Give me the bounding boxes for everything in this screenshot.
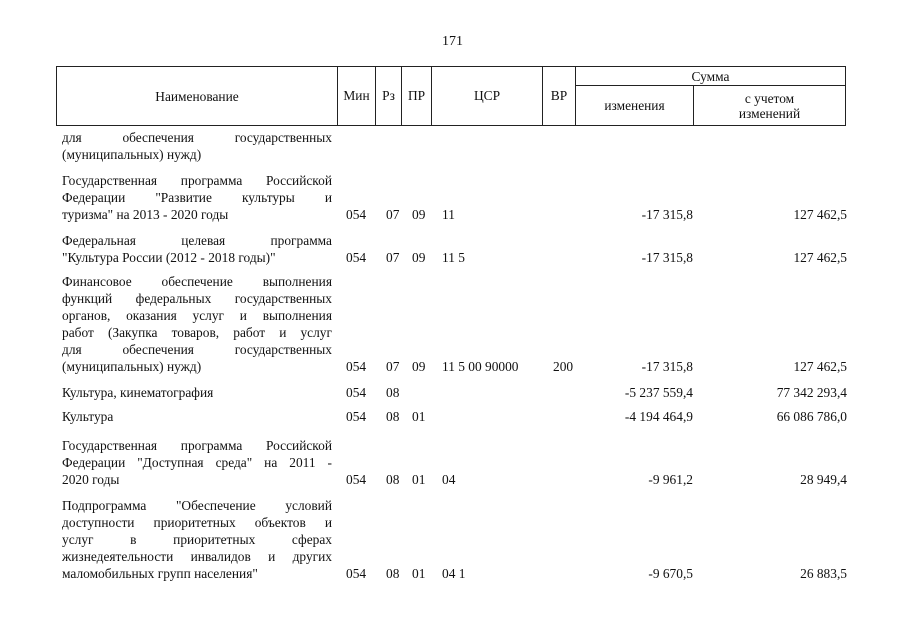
row-pr: 01 [412,472,426,487]
row-name-line: (муниципальных) нужд) [62,147,202,162]
row-rz: 08 [386,409,400,424]
row-name-line: Культура, кинематография [62,385,214,400]
row-min: 054 [346,566,367,581]
row-total: 127 462,5 [793,250,847,265]
row-min: 054 [346,472,367,487]
row-rz: 07 [386,207,400,222]
row-min: 054 [346,409,367,424]
row-csr: 04 [442,472,456,487]
row-change: -9 961,2 [648,472,693,487]
row-change: -9 670,5 [648,566,693,581]
row-name-line: маломобильных групп населения" [62,566,258,581]
header-sum: Сумма [576,67,846,86]
row-name-line: Государственная программа Российской [62,438,332,453]
row-name-line: (муниципальных) нужд) [62,359,202,374]
row-change: -17 315,8 [641,207,693,222]
row-name-line: Государственная программа Российской [62,173,332,188]
row-name [62,408,332,425]
row-rz: 07 [386,359,400,374]
row-name-line: Подпрограмма "Обеспечение условий [62,498,332,513]
row-name-line: жизнедеятельности инвалидов и других [62,549,332,564]
row-name-line: 2020 годы [62,472,120,487]
row-rz: 07 [386,250,400,265]
row-change: -4 194 464,9 [624,409,693,424]
row-min: 054 [346,359,367,374]
row-min: 054 [346,250,367,265]
row-name [62,232,332,266]
row-name-line: услуг в приоритетных сферах [62,532,332,547]
row-total: 127 462,5 [793,207,847,222]
row-name [62,129,332,163]
row-pr: 09 [412,359,426,374]
row-name [62,437,332,488]
row-rz: 08 [386,566,400,581]
row-total: 127 462,5 [793,359,847,374]
row-pr: 09 [412,250,426,265]
header-csr: ЦСР [432,67,543,126]
row-name-line: доступности приоритетных объектов и [62,515,332,530]
table-header [56,66,846,126]
row-name-line: органов, оказания услуг и выполнения [62,308,332,323]
row-total: 77 342 293,4 [776,385,847,400]
row-name-line: работ (Закупка товаров, работ и услуг [62,325,332,340]
row-name-line: "Культура России (2012 - 2018 годы)" [62,250,276,265]
row-name-line: Федерации "Развитие культуры и [62,190,332,205]
header-name: Наименование [57,67,338,126]
row-name [62,497,332,582]
page-number: 171 [442,34,463,49]
row-csr: 11 5 [442,250,465,265]
header-with-change-line2: изменений [738,105,801,121]
row-pr: 09 [412,207,426,222]
row-name [62,172,332,223]
row-name-line: функций федеральных государственных [62,291,332,306]
row-change: -17 315,8 [641,250,693,265]
row-total: 26 883,5 [800,566,847,581]
header-change: изменения [576,86,694,126]
row-name-line: Федеральная целевая программа [62,233,332,248]
row-name [62,273,332,375]
row-change: -17 315,8 [641,359,693,374]
header-rz: Рз [376,67,402,126]
row-name-line: Культура [62,409,114,424]
row-min: 054 [346,385,367,400]
row-name-line: Финансовое обеспечение выполнения [62,274,332,289]
row-rz: 08 [386,385,400,400]
row-pr: 01 [412,409,426,424]
row-name [62,384,332,401]
row-name-line: туризма" на 2013 - 2020 годы [62,207,229,222]
row-csr: 04 1 [442,566,466,581]
row-min: 054 [346,207,367,222]
row-name-line: для обеспечения государственных [62,130,332,145]
row-name-line: Федерации "Доступная среда" на 2011 - [62,455,332,470]
row-csr: 11 [442,207,455,222]
row-csr: 11 5 00 90000 [442,359,519,374]
row-rz: 08 [386,472,400,487]
header-vr: ВР [543,67,576,126]
header-pr: ПР [402,67,432,126]
row-total: 28 949,4 [800,472,847,487]
row-total: 66 086 786,0 [776,409,847,424]
row-pr: 01 [412,566,426,581]
row-name-line: для обеспечения государственных [62,342,332,357]
header-with-change [694,86,846,126]
header-with-change-line1: с учетом [744,90,795,106]
header-min: Мин [338,67,376,126]
row-change: -5 237 559,4 [624,385,693,400]
row-vr: 200 [553,359,574,374]
